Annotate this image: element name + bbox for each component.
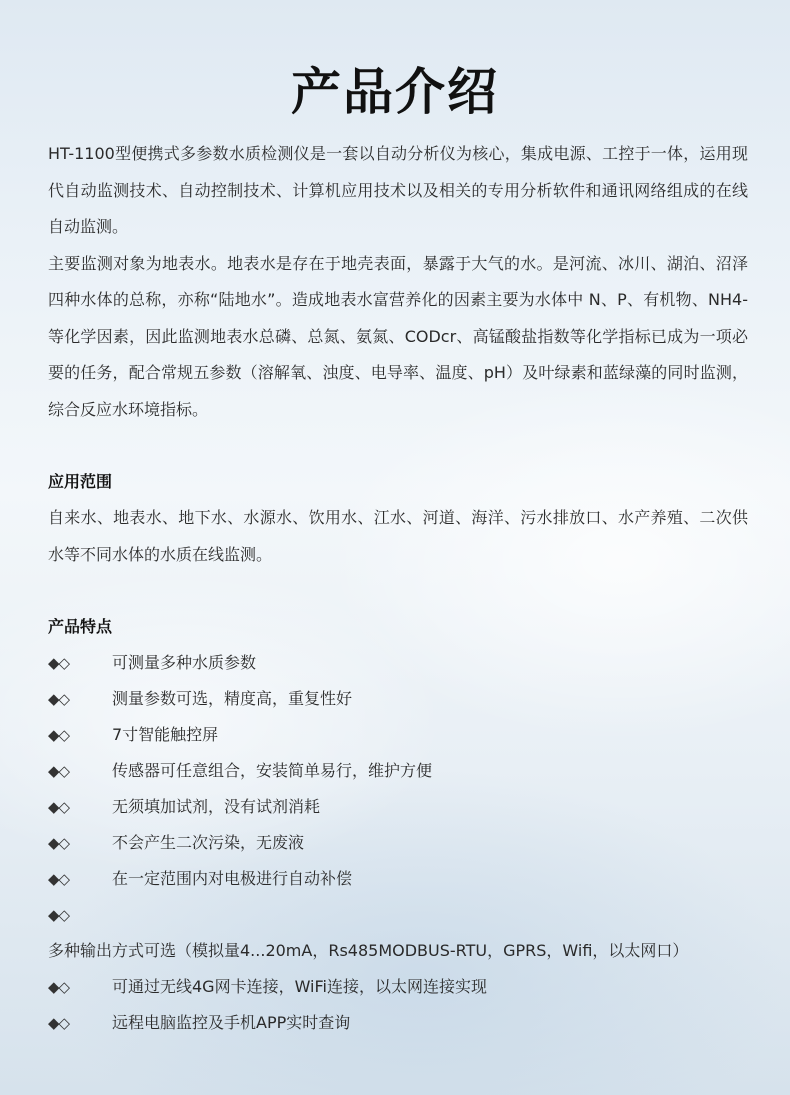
diamond-bullet-icon: ◆◇: [48, 978, 70, 996]
feature-text: 不会产生二次污染，无废液: [112, 833, 305, 852]
feature-text: 可测量多种水质参数: [112, 653, 257, 672]
diamond-bullet-icon: ◆◇: [48, 690, 70, 708]
application-text: 自来水、地表水、地下水、水源水、饮用水、江水、河道、海洋、污水排放口、水产养殖、二次供水等不同水体的水质在线监测。: [48, 508, 748, 564]
feature-item: [48, 897, 748, 969]
feature-item: [48, 717, 748, 753]
feature-text: 远程电脑监控及手机APP实时查询: [112, 1013, 351, 1032]
feature-item: [48, 1005, 748, 1041]
feature-text: 传感器可任意组合，安装简单易行，维护方便: [112, 761, 433, 780]
feature-item: [48, 681, 748, 717]
diamond-bullet-icon: ◆◇: [48, 870, 70, 888]
features-heading: 产品特点: [48, 617, 113, 636]
diamond-bullet-icon: ◆◇: [48, 762, 70, 780]
feature-text: 无须填加试剂，没有试剂消耗: [112, 797, 321, 816]
diamond-bullet-icon: ◆◇: [48, 654, 70, 672]
feature-item: [48, 969, 748, 1005]
feature-text: 在一定范围内对电极进行自动补偿: [112, 869, 353, 888]
diamond-bullet-icon: ◆◇: [48, 834, 70, 852]
feature-item: [48, 645, 748, 681]
page-title: 产品介绍: [291, 62, 499, 121]
feature-item: [48, 753, 748, 789]
application-heading: 应用范围: [48, 472, 113, 491]
diamond-bullet-icon: ◆◇: [48, 798, 70, 816]
feature-list: [48, 645, 748, 1041]
feature-text: 测量参数可选，精度高，重复性好: [112, 689, 353, 708]
diamond-bullet-icon: ◆◇: [48, 1014, 70, 1032]
feature-item: [48, 861, 748, 897]
diamond-bullet-icon: ◆◇: [48, 726, 70, 744]
spacer: [48, 428, 748, 464]
feature-item: [48, 789, 748, 825]
feature-text: 多种输出方式可选（模拟量4...20mA，Rs485MODBUS-RTU，GPRS，Wifi，以太网口）: [48, 941, 689, 960]
spacer: [48, 573, 748, 609]
feature-text: 7寸智能触控屏: [112, 725, 219, 744]
diamond-bullet-icon: ◆◇: [48, 906, 70, 924]
feature-text: 可通过无线4G网卡连接，WiFi连接，以太网连接实现: [112, 977, 487, 996]
content-area: [48, 136, 748, 1041]
intro-paragraph-1: HT-1100型便携式多参数水质检测仪是一套以自动分析仪为核心，集成电源、工控于一体，运用现代自动监测技术、自动控制技术、计算机应用技术以及相关的专用分析软件和通讯网络组成的在线自动监测。: [48, 144, 748, 236]
intro-paragraph-2: 主要监测对象为地表水。地表水是存在于地壳表面，暴露于大气的水。是河流、冰川、湖泊、沼泽四种水体的总称，亦称“陆地水”。造成地表水富营养化的因素主要为水体中 N、P、有机物、NH4-等化学因素，因此监测地表水总磷、总氮、氨氮、CODcr、高锰酸盐指数等化学指标已成为一项必要的任务，配合常规五参数（溶解氧、浊度、电导率、温度、pH）及叶绿素和蓝绿藻的同时监测，综合反应水环境指标。: [48, 253, 748, 419]
feature-item: [48, 825, 748, 861]
